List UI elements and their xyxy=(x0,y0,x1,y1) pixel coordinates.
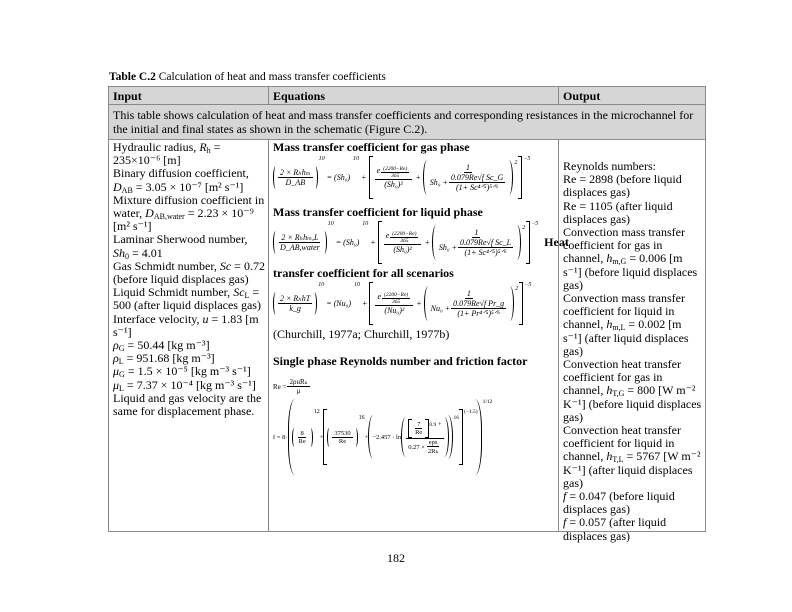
input-symbol: u xyxy=(202,311,209,326)
plus: + xyxy=(361,173,367,182)
output-value: = 800 [W m⁻² K⁻¹] (before liquid displaces gas) xyxy=(563,383,702,424)
f-b-num: 37530 xyxy=(334,429,351,437)
output-value: = 0.002 [m s⁻¹] (after liquid displaces gas) xyxy=(563,317,689,358)
input-column xyxy=(109,140,269,531)
input-value: = 50.44 [kg m⁻³] xyxy=(124,338,210,353)
input-symbol: D xyxy=(113,179,122,194)
input-symbol: D xyxy=(145,206,154,221)
input-symbol: μ xyxy=(113,364,120,379)
lhs-denominator: k_g xyxy=(289,304,301,313)
inner-denominator: (1+ Pr⁴ᐟ⁵)⁵ᐟ⁶ xyxy=(457,309,500,318)
input-subscript: G xyxy=(118,344,125,354)
input-label: Gas Schmidt number, xyxy=(113,258,220,273)
input-label: Liquid and gas velocity are the same for displacement phase. xyxy=(113,390,262,419)
f-outer-exp: 1/12 xyxy=(482,399,493,405)
output-label: Reynolds numbers: xyxy=(563,159,656,173)
f-b-exp: 16 xyxy=(358,415,365,421)
input-value: = 4.01 xyxy=(129,245,163,260)
output-subscript: T,L xyxy=(612,455,624,465)
outer-exponent: −5 xyxy=(524,282,532,288)
exp-denominator: 365 xyxy=(391,173,400,179)
outer-exponent: −5 xyxy=(523,156,531,162)
f-a-den: Re xyxy=(298,437,306,445)
output-label: Convection mass transfer coefficient for gas in channel, xyxy=(563,225,685,266)
table-description: This table shows calculation of heat and mass transfer coefficients and corresponding resistances in the microchannel for the initial and final states as shown in the schematic (Figure C.2). xyxy=(109,105,705,140)
exponent: 10 xyxy=(362,221,369,227)
f-e-pre: 0.27 × xyxy=(408,443,425,451)
inner-denominator: (1+ Sc⁴ᐟ⁵)⁵ᐟ⁶ xyxy=(456,183,499,192)
re-denominator: μ xyxy=(296,387,301,395)
output-subscript: m,L xyxy=(612,323,626,333)
table-body-row xyxy=(109,140,705,543)
exp-numerator: (2200−Re) xyxy=(384,292,409,298)
input-item xyxy=(113,167,265,193)
plus: + xyxy=(415,173,421,182)
re-numerator: 2ρuRₕ xyxy=(289,378,308,386)
input-symbol: R xyxy=(199,140,207,154)
header-input: Input xyxy=(109,87,269,104)
friction-factor-equation: f = 8· $\frac{8}{Re}$ 12 + $\frac{37530}{Re}$ 16 + −2.457 · ln $\frac{7}{Re}$ 0.9 + 0.27 × $\frac{\text{eps}}{\text{2Rₕ}}$ 16 (−1.5) 1/12 xyxy=(273,399,556,475)
input-label: Liquid Schmidt number, xyxy=(113,285,234,300)
heading-heat-transfer: transfer coefficient for all scenarios xyxy=(273,266,454,280)
input-item xyxy=(113,233,265,259)
output-symbol: h xyxy=(606,317,613,332)
output-symbol: h xyxy=(606,251,613,266)
input-subscript: 0 xyxy=(125,251,129,261)
lhs-numerator: 2 × Rₕhₘ xyxy=(280,168,311,177)
exponent: 10 xyxy=(318,156,325,162)
output-subscript: T,G xyxy=(612,389,625,399)
input-symbol: Sh xyxy=(113,245,125,260)
heading-reynolds-friction: Single phase Reynolds number and friction factor xyxy=(273,354,528,368)
heading-mass-gas: Mass transfer coefficient for gas phase xyxy=(273,140,470,154)
input-subscript: h xyxy=(206,146,211,155)
coefficients-table xyxy=(108,86,706,543)
f-b-den: Re xyxy=(338,437,347,445)
numerator-one: 1 xyxy=(474,228,479,237)
output-symbol: f xyxy=(563,515,567,530)
input-item xyxy=(113,141,265,167)
inner-numerator: 0.079Re√f Sc_G xyxy=(450,173,504,182)
plus: + xyxy=(362,299,368,308)
inner-base: Sh₀ + xyxy=(438,243,458,252)
output-value: = 0.057 (after liquid displaces gas) xyxy=(563,515,667,543)
exp-base: e xyxy=(385,231,390,240)
lhs-numerator: 2 × RₕhT xyxy=(280,294,311,303)
input-subscript: AB xyxy=(121,185,133,195)
f-lhs: f = 8· xyxy=(273,433,288,441)
equations-column xyxy=(269,140,569,531)
output-value: = 5767 [W m⁻² K⁻¹] (after liquid displaces gas) xyxy=(563,449,701,490)
input-label: Interface velocity, xyxy=(113,311,203,326)
input-value: = 951.68 [kg m⁻³] xyxy=(123,351,215,366)
square-exponent: 2 xyxy=(522,225,526,231)
input-item xyxy=(113,194,265,234)
lhs-denominator: D_AB xyxy=(285,178,306,187)
output-label: Re = 2898 (before liquid displaces gas) xyxy=(563,172,682,200)
f-a-exp: 12 xyxy=(313,409,320,415)
re-lhs: Re = xyxy=(273,382,287,391)
input-value: = 0.72 (before liquid displaces gas) xyxy=(113,258,265,287)
input-symbol: Sc xyxy=(219,258,232,273)
f-d-den: Re xyxy=(415,429,423,436)
input-symbol: ρ xyxy=(113,351,119,366)
input-value: = 1.5 × 10⁻⁵ [kg m⁻³ s⁻¹] xyxy=(124,364,251,379)
output-label: Convection heat transfer coefficient for gas in channel, xyxy=(563,357,681,398)
input-value: = 7.37 × 10⁻⁴ [kg m⁻³ s⁻¹] xyxy=(123,377,256,392)
plus: + xyxy=(364,433,369,441)
plus: + xyxy=(416,299,422,308)
plus: + xyxy=(370,238,376,247)
f-inner-exp: (−1.5) xyxy=(464,409,478,415)
rhs-base: = (Sh₀) xyxy=(326,173,351,182)
input-value: = 235×10⁻⁶ [m] xyxy=(113,140,221,168)
outer-exponent: −5 xyxy=(531,221,539,227)
exp-numerator: (2200−Re) xyxy=(383,166,408,172)
exp-base: e xyxy=(377,292,382,301)
numerator-one: 1 xyxy=(466,163,471,172)
input-symbol: Sc xyxy=(233,285,245,300)
exponent: 10 xyxy=(318,282,325,288)
term-denominator: (Sh₀)² xyxy=(384,180,403,189)
exp-denominator: 365 xyxy=(400,238,409,244)
input-label: Hydraulic radius, xyxy=(113,140,200,154)
rhs-base: = (Nu₀) xyxy=(326,299,352,308)
input-item xyxy=(113,260,265,286)
input-subscript: L xyxy=(118,357,124,367)
output-symbol: h xyxy=(606,383,613,398)
square-exponent: 2 xyxy=(515,286,519,292)
input-item xyxy=(113,392,265,418)
output-item xyxy=(563,226,702,292)
output-item xyxy=(563,490,702,516)
output-item xyxy=(563,516,702,542)
lhs-numerator: 2 × Rₕhₘ,L xyxy=(281,233,319,242)
input-value: = 3.05 × 10⁻⁷ [m² s⁻¹] xyxy=(132,179,244,194)
input-value: = 1.83 [m s⁻¹] xyxy=(113,311,259,339)
exp-denominator: 365 xyxy=(391,299,401,305)
inner-numerator: 0.079Re√f Sc_L xyxy=(460,238,512,247)
correlation-equation xyxy=(273,156,556,199)
term-denominator: (Sh₀)² xyxy=(393,245,412,254)
output-value: = 0.047 (before liquid displaces gas) xyxy=(563,489,675,517)
f-a-num: 8 xyxy=(300,429,304,437)
f-d-exp: 0.9 xyxy=(429,422,437,428)
input-item xyxy=(113,313,265,339)
output-value: = 0.006 [m s⁻¹] (before liquid displaces gas) xyxy=(563,251,698,292)
f-c-exp: 16 xyxy=(453,415,459,421)
inner-base: Nu₀ + xyxy=(430,304,451,313)
inner-numerator: 0.079Re√f Pr_g xyxy=(453,299,505,308)
caption-text: Calculation of heat and mass transfer coefficients xyxy=(155,71,386,83)
page-number: 182 xyxy=(387,551,405,565)
lhs-denominator: D_AB,water xyxy=(280,243,320,252)
exponent: 10 xyxy=(354,282,361,288)
output-label: Convection mass transfer coefficient for liquid in channel, xyxy=(563,291,685,332)
output-label: Re = 1105 (after liquid displaces gas) xyxy=(563,198,673,226)
plus: + xyxy=(424,238,430,247)
plus: + xyxy=(319,433,324,441)
correlation-equation xyxy=(273,282,556,325)
exp-base: e xyxy=(376,166,381,175)
output-label: Convection heat transfer coefficient for liquid in channel, xyxy=(563,423,681,464)
header-output: Output xyxy=(563,89,601,103)
f-d-num: 7 xyxy=(417,421,421,428)
f-e-num: eps xyxy=(428,439,438,446)
output-item xyxy=(563,358,702,424)
caption-label: Table C.2 xyxy=(109,71,156,83)
exponent: 10 xyxy=(327,221,334,227)
heading-mass-liquid: Mass transfer coefficient for liquid phase xyxy=(273,205,483,219)
output-item xyxy=(563,292,702,358)
input-subscript: L xyxy=(244,291,250,301)
output-item xyxy=(563,200,702,226)
f-e-den: 2Rₕ xyxy=(427,448,439,455)
output-item xyxy=(563,173,702,199)
square-exponent: 2 xyxy=(514,160,518,166)
input-subscript: G xyxy=(119,370,125,380)
heading-heat-fragment: Heat xyxy=(544,235,569,249)
output-subscript: m,G xyxy=(612,257,627,267)
input-value: = 500 (after liquid displaces gas) xyxy=(113,285,261,313)
input-label: Binary diffusion coefficient, xyxy=(113,166,249,181)
term-denominator: (Nu₀)² xyxy=(384,306,405,315)
input-symbol: μ xyxy=(113,377,120,392)
header-equations: Equations xyxy=(269,87,559,104)
inner-base: Sh₀ + xyxy=(429,178,448,187)
input-label: Mixture diffusion coefficient in water, xyxy=(113,192,265,221)
input-label: Laminar Sherwood number, xyxy=(113,232,248,247)
input-item xyxy=(113,286,265,312)
input-subscript: AB,water xyxy=(153,212,185,222)
numerator-one: 1 xyxy=(466,289,471,298)
output-symbol: f xyxy=(563,489,567,504)
inner-denominator: (1+ Sc⁴ᐟ⁵)⁵ᐟ⁶ xyxy=(464,248,507,257)
input-symbol: ρ xyxy=(113,338,119,353)
table-header-row xyxy=(109,87,705,105)
correlation-equation xyxy=(273,221,569,264)
f-ln-term: −2.457 · ln xyxy=(372,433,402,441)
output-symbol: h xyxy=(606,449,613,464)
output-item xyxy=(563,424,702,490)
input-value: = 2.23 × 10⁻⁹ [m² s⁻¹] xyxy=(113,206,254,234)
citation: (Churchill, 1977a; Churchill, 1977b) xyxy=(273,327,450,341)
output-column xyxy=(559,140,705,543)
rhs-base: = (Sh₀) xyxy=(335,238,360,247)
reynolds-equation xyxy=(273,378,556,395)
table-caption xyxy=(109,71,386,83)
input-subscript: L xyxy=(119,383,124,393)
exponent: 10 xyxy=(353,156,360,162)
exp-numerator: (2200−Re) xyxy=(392,231,417,237)
